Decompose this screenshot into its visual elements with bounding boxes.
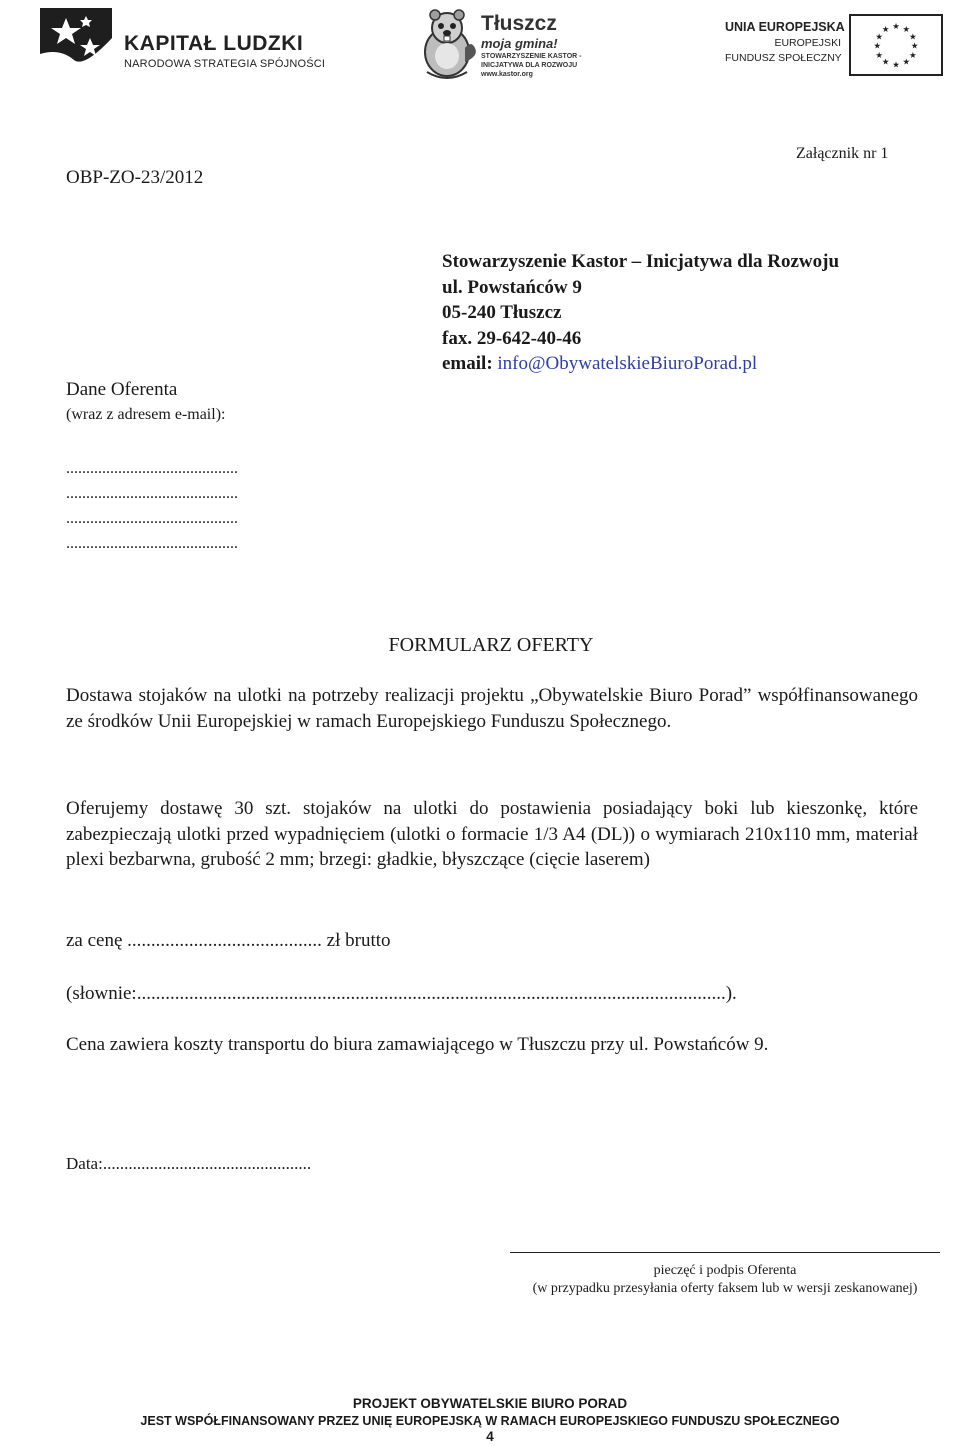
- tluszcz-tagline: moja gmina!: [481, 36, 558, 51]
- price-field[interactable]: za cenę ......................................... zł brutto: [66, 930, 391, 951]
- bidder-line-1[interactable]: ...........................................: [66, 460, 238, 477]
- svg-text:★: ★: [909, 50, 917, 61]
- kapital-ludzki-title: KAPITAŁ LUDZKI: [124, 32, 304, 55]
- tluszcz-url: www.kastor.org: [481, 71, 533, 78]
- svg-text:★: ★: [881, 56, 890, 67]
- svg-text:★: ★: [875, 31, 883, 42]
- svg-text:★: ★: [875, 50, 883, 61]
- bidder-line-3[interactable]: ...........................................: [66, 510, 238, 527]
- form-title: FORMULARZ OFERTY: [388, 634, 594, 656]
- bidder-line-2[interactable]: ...........................................: [66, 485, 238, 502]
- transport-note: Cena zawiera koszty transportu do biura zamawiającego w Tłuszczu przy ul. Powstańców 9.: [66, 1034, 769, 1055]
- recipient-email-label: email:: [442, 353, 493, 374]
- bidder-line-4[interactable]: ...........................................: [66, 535, 238, 552]
- eu-fund-line-2: FUNDUSZ SPOŁECZNY: [725, 52, 842, 64]
- signature-label: pieczęć i podpis Oferenta: [653, 1263, 797, 1278]
- signature-line: [510, 1252, 940, 1253]
- footer-cofinancing: JEST WSPÓŁFINANSOWANY PRZEZ UNIĘ EUROPEJSKĄ W RAMACH EUROPEJSKIEGO FUNDUSZU SPOŁECZNEGO: [140, 1413, 840, 1428]
- recipient-address: [442, 249, 839, 377]
- kapital-ludzki-emblem-icon: [40, 8, 112, 80]
- recipient-email-row: [442, 351, 839, 377]
- beaver-mascot-icon: [415, 6, 485, 80]
- intro-paragraph: [66, 683, 918, 734]
- svg-text:★: ★: [873, 40, 882, 51]
- recipient-city: 05-240 Tłuszcz: [442, 302, 562, 323]
- kapital-ludzki-subtitle: NARODOWA STRATEGIA SPÓJNOŚCI: [124, 58, 326, 70]
- svg-text:★: ★: [910, 40, 919, 51]
- svg-text:★: ★: [892, 21, 900, 32]
- svg-text:★: ★: [902, 56, 911, 67]
- signature-block: [500, 1262, 950, 1298]
- date-field[interactable]: Data:.................................................: [66, 1154, 312, 1173]
- recipient-street: ul. Powstańców 9: [442, 276, 582, 298]
- tluszcz-org-text: [481, 52, 581, 79]
- svg-text:★: ★: [892, 59, 900, 70]
- page-number: 4: [486, 1429, 494, 1444]
- eu-fund-line-1: EUROPEJSKI: [774, 37, 841, 49]
- price-in-words-field[interactable]: (słownie:............................................................................................................................).: [66, 983, 737, 1004]
- svg-text:★: ★: [881, 23, 890, 34]
- svg-text:★: ★: [902, 23, 911, 34]
- bidder-label: Dane Oferenta: [66, 379, 178, 400]
- footer: [0, 1396, 960, 1446]
- attachment-label: Załącznik nr 1: [796, 145, 889, 162]
- intro-text: Dostawa stojaków na ulotki na potrzeby realizacji projektu „Obywatelskie Biuro Porad” współfinansowanego ze środków Unii Europejskiej w ramach Europejskiego Funduszu Społecznego.: [66, 685, 918, 732]
- reference-number: OBP-ZO-23/2012: [66, 167, 204, 188]
- svg-text:★: ★: [909, 31, 917, 42]
- offer-paragraph: [66, 796, 918, 873]
- offer-text: Oferujemy dostawę 30 szt. stojaków na ulotki do postawienia posiadający boki lub kieszonkę, które zabezpieczają ulotki przed wypadnięciem (ulotki o formacie 1/3 A4 (DL)) o wymiarach 210x110 mm, materiał plexi bezbarwna, grubość 2 mm; brzegi: gładkie, błyszczące (cięcie laserem): [66, 798, 918, 870]
- recipient-email-link[interactable]: info@ObywatelskieBiuroPorad.pl: [497, 353, 758, 374]
- eu-logo: [725, 14, 945, 78]
- eu-flag-icon: [849, 14, 943, 76]
- recipient-fax: fax. 29-642-40-46: [442, 327, 582, 349]
- footer-project: PROJEKT OBYWATELSKIE BIURO PORAD: [352, 1396, 628, 1411]
- signature-note: (w przypadku przesyłania oferty faksem lub w wersji zeskanowanej): [532, 1281, 918, 1296]
- tluszcz-org-line-1: STOWARZYSZENIE KASTOR -: [481, 53, 582, 60]
- bidder-sublabel: (wraz z adresem e-mail):: [66, 406, 226, 423]
- bidder-data-lines: [66, 456, 238, 556]
- recipient-name: Stowarzyszenie Kastor – Inicjatywa dla Rozwoju: [442, 251, 840, 272]
- kapital-ludzki-logo: [40, 8, 340, 80]
- tluszcz-title: Tłuszcz: [481, 12, 557, 35]
- eu-title: UNIA EUROPEJSKA: [725, 20, 845, 34]
- tluszcz-org-line-2: INICJATYWA DLA ROZWOJU: [481, 62, 578, 69]
- tluszcz-logo: [415, 6, 595, 82]
